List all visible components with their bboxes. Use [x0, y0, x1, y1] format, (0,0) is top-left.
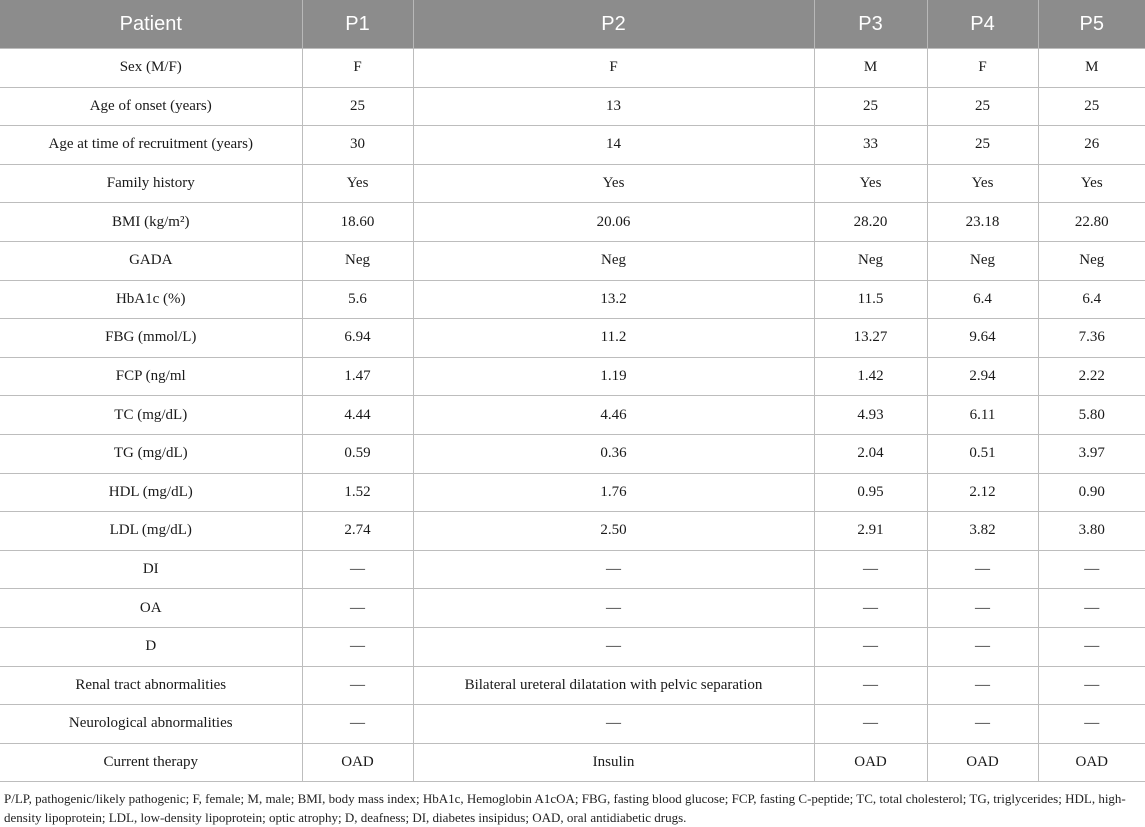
cell-p3: 25 [814, 87, 927, 126]
cell-p5: 0.90 [1038, 473, 1145, 512]
cell-p3: Neg [814, 241, 927, 280]
cell-p5: Neg [1038, 241, 1145, 280]
cell-p4: 0.51 [927, 434, 1038, 473]
header-p2: P2 [413, 0, 814, 49]
cell-p4: — [927, 589, 1038, 628]
cell-p4: 6.11 [927, 396, 1038, 435]
cell-p5: — [1038, 666, 1145, 705]
cell-p2: 1.76 [413, 473, 814, 512]
table-row [0, 550, 1145, 589]
cell-p4: 6.4 [927, 280, 1038, 319]
cell-p4: 23.18 [927, 203, 1038, 242]
cell-p5: M [1038, 49, 1145, 88]
cell-p2: 13 [413, 87, 814, 126]
cell-p1: 18.60 [302, 203, 413, 242]
table-row [0, 512, 1145, 551]
table-row [0, 87, 1145, 126]
cell-p5: OAD [1038, 743, 1145, 782]
cell-p1: F [302, 49, 413, 88]
cell-p4: — [927, 550, 1038, 589]
row-label: BMI (kg/m²) [0, 203, 302, 242]
cell-p1: 0.59 [302, 434, 413, 473]
cell-p3: — [814, 627, 927, 666]
cell-p1: 4.44 [302, 396, 413, 435]
row-label: Family history [0, 164, 302, 203]
cell-p2: 14 [413, 126, 814, 165]
cell-p1: 1.47 [302, 357, 413, 396]
cell-p4: — [927, 705, 1038, 744]
cell-p1: Neg [302, 241, 413, 280]
cell-p4: Neg [927, 241, 1038, 280]
cell-p5: — [1038, 627, 1145, 666]
cell-p1: — [302, 705, 413, 744]
row-label: Age at time of recruitment (years) [0, 126, 302, 165]
cell-p4: F [927, 49, 1038, 88]
cell-p3: — [814, 589, 927, 628]
row-label: Current therapy [0, 743, 302, 782]
cell-p5: — [1038, 705, 1145, 744]
table-row [0, 203, 1145, 242]
header-p3: P3 [814, 0, 927, 49]
cell-p2: — [413, 627, 814, 666]
cell-p3: 11.5 [814, 280, 927, 319]
cell-p2: F [413, 49, 814, 88]
cell-p2: — [413, 550, 814, 589]
cell-p3: 0.95 [814, 473, 927, 512]
cell-p4: 2.12 [927, 473, 1038, 512]
cell-p2: Insulin [413, 743, 814, 782]
row-label: FCP (ng/ml [0, 357, 302, 396]
header-p1: P1 [302, 0, 413, 49]
row-label: OA [0, 589, 302, 628]
cell-p5: 6.4 [1038, 280, 1145, 319]
row-label: HDL (mg/dL) [0, 473, 302, 512]
row-label: LDL (mg/dL) [0, 512, 302, 551]
table-header [0, 0, 1145, 49]
header-p5: P5 [1038, 0, 1145, 49]
cell-p3: — [814, 550, 927, 589]
cell-p1: — [302, 550, 413, 589]
cell-p3: — [814, 666, 927, 705]
cell-p3: 28.20 [814, 203, 927, 242]
table-row [0, 589, 1145, 628]
table-row [0, 241, 1145, 280]
cell-p4: Yes [927, 164, 1038, 203]
table-row [0, 280, 1145, 319]
cell-p2: 13.2 [413, 280, 814, 319]
cell-p2: 0.36 [413, 434, 814, 473]
table-row [0, 357, 1145, 396]
cell-p2: 2.50 [413, 512, 814, 551]
table-row [0, 396, 1145, 435]
cell-p1: 25 [302, 87, 413, 126]
cell-p5: — [1038, 550, 1145, 589]
cell-p5: — [1038, 589, 1145, 628]
row-label: Renal tract abnormalities [0, 666, 302, 705]
table-row [0, 164, 1145, 203]
row-label: Neurological abnormalities [0, 705, 302, 744]
cell-p4: OAD [927, 743, 1038, 782]
cell-p5: 7.36 [1038, 319, 1145, 358]
cell-p2: Neg [413, 241, 814, 280]
cell-p1: — [302, 627, 413, 666]
row-label: D [0, 627, 302, 666]
table-row [0, 743, 1145, 782]
cell-p4: 3.82 [927, 512, 1038, 551]
table-row [0, 666, 1145, 705]
cell-p1: Yes [302, 164, 413, 203]
table-row [0, 49, 1145, 88]
cell-p2: 11.2 [413, 319, 814, 358]
cell-p2: Bilateral ureteral dilatation with pelvic separation [413, 666, 814, 705]
cell-p1: 6.94 [302, 319, 413, 358]
table-row [0, 705, 1145, 744]
cell-p4: 2.94 [927, 357, 1038, 396]
cell-p4: 9.64 [927, 319, 1038, 358]
table-row [0, 126, 1145, 165]
row-label: FBG (mmol/L) [0, 319, 302, 358]
cell-p4: 25 [927, 87, 1038, 126]
cell-p5: 22.80 [1038, 203, 1145, 242]
table-row [0, 627, 1145, 666]
header-row [0, 0, 1145, 49]
cell-p2: 20.06 [413, 203, 814, 242]
cell-p3: 1.42 [814, 357, 927, 396]
cell-p1: 5.6 [302, 280, 413, 319]
cell-p3: Yes [814, 164, 927, 203]
cell-p2: — [413, 705, 814, 744]
row-label: Age of onset (years) [0, 87, 302, 126]
cell-p3: M [814, 49, 927, 88]
cell-p1: 2.74 [302, 512, 413, 551]
cell-p1: — [302, 666, 413, 705]
row-label: DI [0, 550, 302, 589]
table-footnote: P/LP, pathogenic/likely pathogenic; F, female; M, male; BMI, body mass index; HbA1c, Hemoglobin A1cOA; FBG, fasting blood glucose; FCP, fasting C-peptide; TC, total cholesterol; TG, triglycerides; HDL, high-density lipoprotein; LDL, low-density lipoprotein; optic atrophy; D, deafness; DI, diabetes insipidus; OAD, oral antidiabetic drugs. [4, 791, 1126, 826]
cell-p4: 25 [927, 126, 1038, 165]
table-body [0, 49, 1145, 782]
cell-p1: — [302, 589, 413, 628]
row-label: HbA1c (%) [0, 280, 302, 319]
cell-p4: — [927, 666, 1038, 705]
header-p4: P4 [927, 0, 1038, 49]
cell-p5: 3.80 [1038, 512, 1145, 551]
cell-p1: 1.52 [302, 473, 413, 512]
cell-p5: 25 [1038, 87, 1145, 126]
cell-p4: — [927, 627, 1038, 666]
cell-p5: 5.80 [1038, 396, 1145, 435]
cell-p2: — [413, 589, 814, 628]
cell-p3: 4.93 [814, 396, 927, 435]
cell-p5: 3.97 [1038, 434, 1145, 473]
cell-p3: OAD [814, 743, 927, 782]
cell-p3: — [814, 705, 927, 744]
cell-p2: Yes [413, 164, 814, 203]
cell-p1: 30 [302, 126, 413, 165]
cell-p5: 2.22 [1038, 357, 1145, 396]
row-label: TG (mg/dL) [0, 434, 302, 473]
cell-p2: 1.19 [413, 357, 814, 396]
cell-p2: 4.46 [413, 396, 814, 435]
table-row [0, 434, 1145, 473]
cell-p3: 2.91 [814, 512, 927, 551]
cell-p5: Yes [1038, 164, 1145, 203]
cell-p3: 33 [814, 126, 927, 165]
header-patient: Patient [0, 0, 302, 49]
table-row [0, 319, 1145, 358]
row-label: GADA [0, 241, 302, 280]
cell-p5: 26 [1038, 126, 1145, 165]
cell-p3: 13.27 [814, 319, 927, 358]
cell-p3: 2.04 [814, 434, 927, 473]
row-label: TC (mg/dL) [0, 396, 302, 435]
cell-p1: OAD [302, 743, 413, 782]
table-row [0, 473, 1145, 512]
row-label: Sex (M/F) [0, 49, 302, 88]
